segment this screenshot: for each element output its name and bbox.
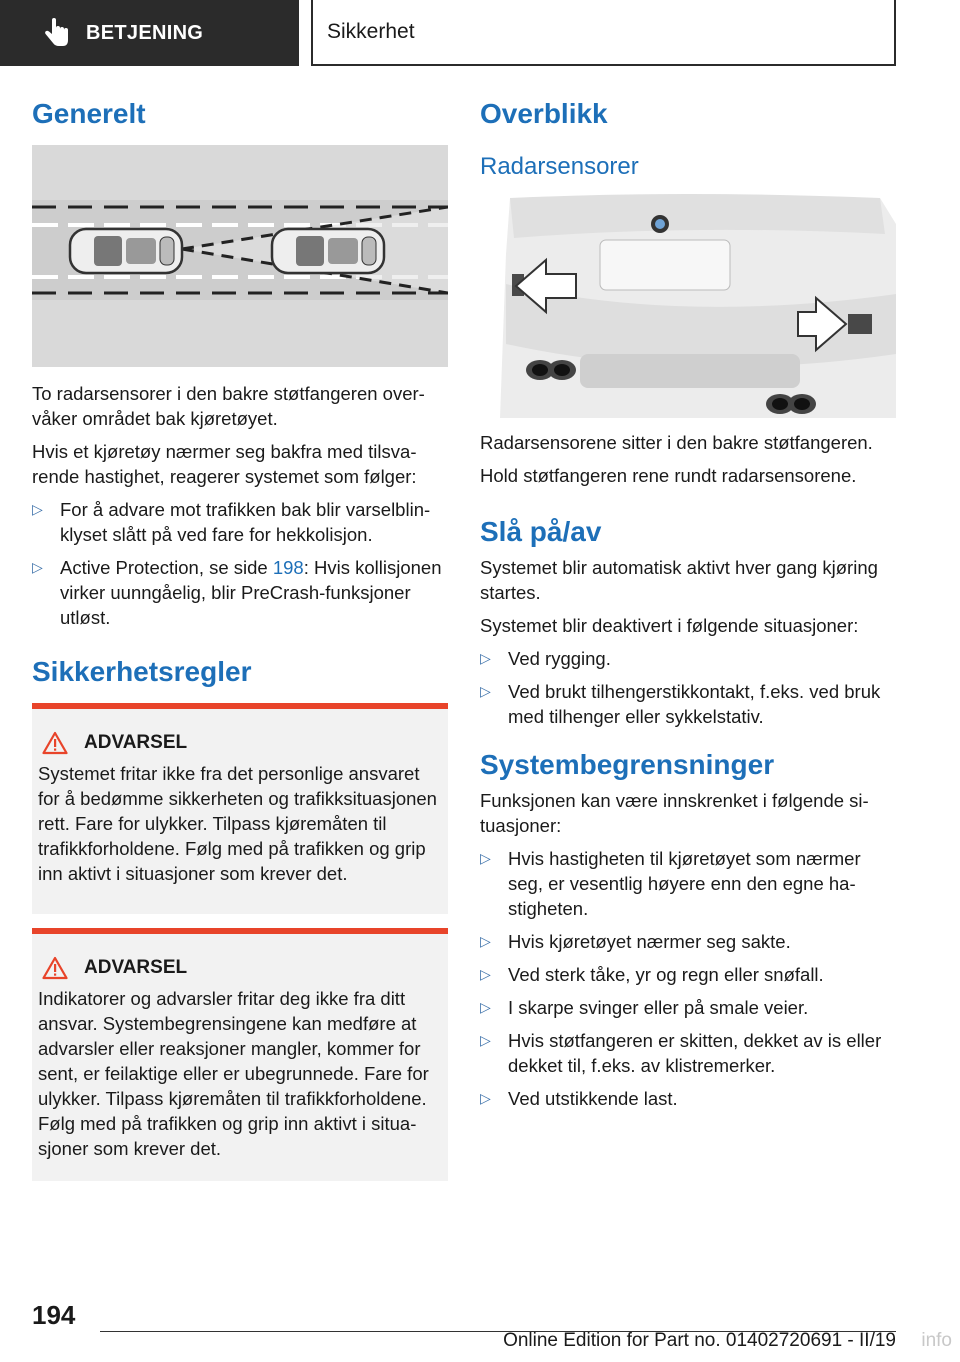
- road-cars-drawing: [32, 145, 448, 367]
- triangle-bullet-icon: ▷: [480, 932, 491, 949]
- triangle-bullet-icon: ▷: [32, 501, 43, 517]
- bullet-text: Ved utstikkende last.: [508, 1087, 678, 1109]
- illustration-road-cars: [32, 145, 448, 367]
- sla-paragraph-1: Systemet blir automatisk aktivt hver gang kjøring startes.: [480, 556, 878, 603]
- bullet-text-part: : Hvis kollisjonen virker uunngåelig, blir PreCrash-funksjoner utløst.: [60, 557, 442, 628]
- bullet-text-part: Active Protection, se side: [60, 557, 273, 578]
- bullet-text: I skarpe svinger eller på smale veier.: [508, 996, 809, 1018]
- heading-systembegrensninger: Systembegrensninger: [480, 748, 775, 780]
- page-number: 194: [32, 1300, 76, 1330]
- triangle-bullet-icon: ▷: [480, 1089, 491, 1106]
- heading-generelt: Generelt: [32, 98, 146, 129]
- watermark: info: [921, 1330, 952, 1351]
- triangle-bullet-icon: ▷: [480, 965, 491, 982]
- car-rear-drawing: [480, 194, 896, 418]
- list-item: [480, 995, 896, 1020]
- warning-text: Indikatorer og advarsler fritar deg ikke fra ditt ansvar. Systembegrensingene kan medføre at advarsler eller reaksjoner mangler, kommer for sent, er feilaktige eller er ubegrunnede. Fare for ulykker. Tilpass kjøremåten til trafikkforholdene. Følg med på trafikken og grip inn aktivt i situasjoner som krever det.: [38, 988, 429, 1159]
- hand-pointer-icon: [40, 16, 74, 50]
- section-label: Sikkerhet: [327, 20, 415, 43]
- edition-text: Online Edition for Part no. 01402720691 - II/19: [503, 1330, 896, 1351]
- list-item: [480, 679, 896, 729]
- list-item: [32, 497, 448, 547]
- chapter-label: BETJENING: [86, 21, 204, 44]
- sla-paragraph-2: Systemet blir deaktivert i følgende situasjoner:: [480, 614, 859, 636]
- heading-sikkerhetsregler: Sikkerhetsregler: [32, 656, 252, 687]
- bullet-text: Hvis kjøretøyet nærmer seg sakte.: [508, 930, 791, 952]
- heading-radarsensorer: Radarsensorer: [480, 153, 639, 180]
- radar-paragraph-1: Radarsensorene sitter i den bakre støtfangeren.: [480, 431, 873, 453]
- list-item: [480, 1086, 896, 1111]
- bullet-text: Hvis hastigheten til kjøretøyet som nærmer seg, er vesentlig høyere enn den egne hastigheten.: [508, 847, 861, 919]
- warning-title: [38, 956, 442, 980]
- bullet-text: Hvis støtfangeren er skitten, dekket av is eller dekket til, f.eks. av klistremerker.: [508, 1029, 882, 1076]
- chapter-tab[interactable]: [0, 0, 299, 66]
- list-item: [480, 646, 896, 671]
- warning-box-1: [32, 703, 448, 914]
- list-item: [480, 1028, 896, 1078]
- warning-title-text: ADVARSEL: [84, 957, 188, 978]
- triangle-bullet-icon: ▷: [480, 849, 491, 866]
- heading-overblikk: Overblikk: [480, 98, 608, 129]
- bullet-text: Ved rygging.: [508, 647, 611, 669]
- list-item: [480, 962, 896, 987]
- heading-sla-pa-av: Slå på/av: [480, 515, 602, 547]
- bullet-text: Ved sterk tåke, yr og regn eller snøfall.: [508, 963, 824, 985]
- triangle-bullet-icon: ▷: [480, 682, 491, 699]
- list-item: [480, 929, 896, 954]
- generelt-paragraph-1: To radarsensorer i den bakre støtfangeren overvåker området bak kjøretøyet.: [32, 383, 425, 429]
- warning-triangle-icon: [42, 731, 68, 755]
- warning-title-text: ADVARSEL: [84, 732, 188, 753]
- triangle-bullet-icon: ▷: [32, 559, 43, 575]
- sys-paragraph-1: Funksjonen kan være innskrenket i følgende situasjoner:: [480, 789, 869, 836]
- list-item: [32, 555, 448, 630]
- warning-title: [38, 731, 442, 755]
- radar-paragraph-2: Hold støtfangeren rene rundt radarsensorene.: [480, 464, 857, 486]
- section-tab[interactable]: [311, 0, 896, 66]
- triangle-bullet-icon: ▷: [480, 998, 491, 1015]
- illustration-car-rear: [480, 194, 896, 418]
- generelt-paragraph-2: Hvis et kjøretøy nærmer seg bakfra med tilsvarende hastighet, reagerer systemet som følger:: [32, 441, 417, 487]
- bullet-text: For å advare mot trafikken bak blir varselblinklyset slått på ved fare for hekkolisjon.: [60, 499, 431, 545]
- triangle-bullet-icon: ▷: [480, 649, 491, 666]
- bullet-text: Ved brukt tilhengerstikkontakt, f.eks. ved bruk med tilhenger eller sykkelstativ.: [508, 680, 881, 727]
- left-column: [32, 96, 448, 1195]
- warning-box-2: [32, 928, 448, 1181]
- bullet-text: [60, 555, 448, 630]
- warning-triangle-icon: [42, 956, 68, 980]
- triangle-bullet-icon: ▷: [480, 1031, 491, 1048]
- list-item: [480, 846, 896, 921]
- right-column: [480, 96, 896, 1119]
- warning-text: Systemet fritar ikke fra det personlige ansvaret for å bedømme sikkerheten og trafikksituasjonen rett. Fare for ulykker. Tilpass kjøremåten til trafikkforholdene. Følg med på trafikken og grip inn aktivt i situasjoner som krever det.: [38, 763, 437, 884]
- page-link-198[interactable]: 198: [272, 557, 304, 578]
